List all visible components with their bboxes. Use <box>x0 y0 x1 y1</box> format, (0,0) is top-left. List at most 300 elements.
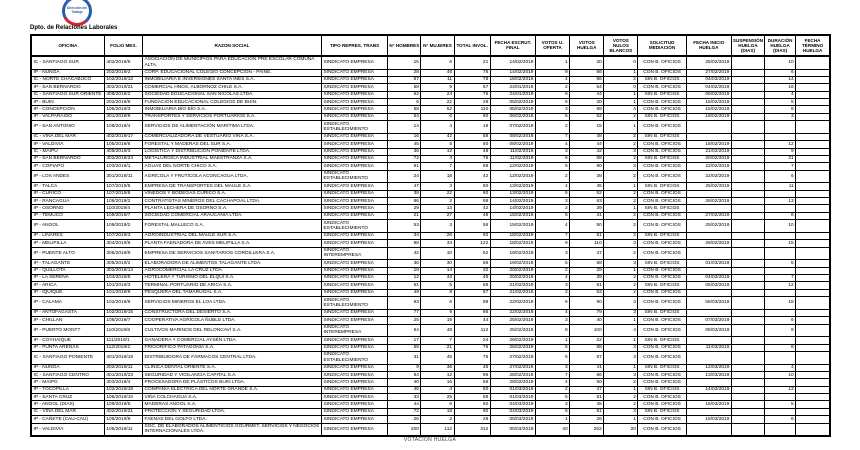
cell-ft <box>796 190 830 197</box>
cell-ft <box>796 247 830 260</box>
cell-uo: 5 <box>535 212 569 219</box>
cell-m: 8 <box>421 289 454 296</box>
cell-m: 3 <box>421 220 454 233</box>
cell-uo: 2 <box>535 170 569 183</box>
cell-fe: 26/02/2019 <box>490 337 535 344</box>
cell-uo: 6 <box>535 155 569 162</box>
cell-fo: 405/2019/3 <box>104 148 142 155</box>
cell-du <box>765 205 796 212</box>
cell-h: 24 <box>388 170 421 183</box>
cell-t: 68 <box>454 198 490 205</box>
cell-fe: 18/02/2019 <box>490 76 535 83</box>
cell-ft <box>796 76 830 83</box>
cell-fo: 109/2019/2 <box>104 220 142 233</box>
table-row <box>31 274 830 281</box>
cell-m: 27 <box>421 212 454 219</box>
cell-fi: 04/03/2019 <box>686 76 731 83</box>
cell-nb: 1 <box>604 317 638 324</box>
cell-fo: 402/2019/21 <box>104 408 142 415</box>
cell-of: IP - CALAMA <box>31 297 104 310</box>
cell-h: 44 <box>388 401 421 408</box>
cell-du: 10 <box>765 220 796 233</box>
cell-sm: CON B. OFICIOS <box>638 69 686 76</box>
cell-of: IP - ANGOL (DIAS) <box>31 401 104 408</box>
cell-tp: SINDICATO EMPRESA <box>321 232 387 239</box>
cell-fo: 408/2019/2 <box>104 91 142 98</box>
cell-fe: 05/03/2019 <box>490 423 535 436</box>
cell-ft <box>796 240 830 247</box>
cell-nb: 2 <box>604 113 638 120</box>
cell-m: 10 <box>421 247 454 260</box>
cell-tp: SINDICATO ESTABLECIMIENTO <box>321 220 387 233</box>
cell-du: 8 <box>765 344 796 351</box>
cell-of: IP - ARICA <box>31 282 104 289</box>
cell-vh: 39 <box>570 274 604 281</box>
cell-rs: EMPRESA DE TRANSPORTES DEL MAULE S.A. <box>143 183 322 190</box>
cell-of: IP - PUNTA ARENAS <box>31 344 104 351</box>
cell-fo: 402/2019/5 <box>104 56 142 69</box>
cell-nb: 3 <box>604 351 638 364</box>
cell-m: 26 <box>421 232 454 239</box>
cell-ft <box>796 351 830 364</box>
cell-of: IP - TOCOPILLA <box>31 386 104 393</box>
cell-fi <box>686 267 731 274</box>
cell-m: 7 <box>421 163 454 170</box>
cell-sh <box>731 260 764 267</box>
cell-h: 14 <box>388 121 421 134</box>
cell-vh: 44 <box>570 141 604 148</box>
cell-fi <box>686 379 731 386</box>
cell-uo: 5 <box>535 163 569 170</box>
cell-h: 6 <box>388 99 421 106</box>
cell-sm: CON B. OFICIOS <box>638 274 686 281</box>
cell-du: 13 <box>765 198 796 205</box>
cell-h: 200 <box>388 423 421 436</box>
cell-m: 13 <box>421 205 454 212</box>
cell-of: IP - PUENTE ALTO <box>31 247 104 260</box>
table-row <box>31 170 830 183</box>
cell-sm: CON B. OFICIOS <box>638 423 686 436</box>
cell-ft <box>796 282 830 289</box>
cell-fe: 18/02/2019 <box>490 240 535 247</box>
cell-t: 90 <box>454 408 490 415</box>
cell-du: 16 <box>765 84 796 91</box>
cell-ft <box>796 205 830 212</box>
logo-text <box>65 0 89 23</box>
cell-du <box>765 351 796 364</box>
cell-nb: 2 <box>604 394 638 401</box>
cell-fo: 108/2019/4 <box>104 121 142 134</box>
cell-fi: 21/02/2019 <box>686 148 731 155</box>
cell-m: 52 <box>421 106 454 113</box>
cell-fe: 13/02/2019 <box>490 183 535 190</box>
cell-fi: 12/03/2019 <box>686 364 731 371</box>
cell-fi: 18/02/2019 <box>686 113 731 120</box>
cell-rs: SERVICIOS MINEROS EL LOA LTDA. <box>143 297 322 310</box>
cell-uo: 40 <box>535 423 569 436</box>
cell-vh: 79 <box>570 309 604 316</box>
cell-fo: 105/2019/3 <box>104 106 142 113</box>
cell-nb: 2 <box>604 155 638 162</box>
cell-vh: 100 <box>570 324 604 337</box>
cell-nb: 1 <box>604 121 638 134</box>
cell-uo: 3 <box>535 282 569 289</box>
cell-tp: SINDICATO EMPRESA <box>321 141 387 148</box>
table-row <box>31 423 830 436</box>
cell-du: 5 <box>765 99 796 106</box>
cell-of: IP - LINARES <box>31 232 104 239</box>
cell-tp: SINDICATO EMPRESA <box>321 148 387 155</box>
cell-rs: CORP. EDUCACIONAL COLEGIO CONCEPCIÓN - PAINE. <box>143 69 322 76</box>
cell-ft <box>796 155 830 162</box>
cell-t: 312 <box>454 423 490 436</box>
cell-sh <box>731 163 764 170</box>
cell-h: 29 <box>388 205 421 212</box>
table-row <box>31 148 830 155</box>
table-row <box>31 190 830 197</box>
cell-du: 10 <box>765 56 796 69</box>
column-header-uo: VOTOS U. OFERTA <box>535 35 569 56</box>
logo-text-line2: Trabajo <box>71 10 83 14</box>
cell-t: 76 <box>454 155 490 162</box>
cell-t: 24 <box>454 337 490 344</box>
cell-fo: 106/2019/10 <box>104 394 142 401</box>
cell-fe: 14/02/2019 <box>490 69 535 76</box>
cell-fi <box>686 394 731 401</box>
cell-sm: CON B. OFICIOS <box>638 416 686 423</box>
direccion-del-trabajo-logo <box>62 0 92 26</box>
cell-uo: 5 <box>535 344 569 351</box>
cell-of: IC - NORTE CHACABUCO <box>31 76 104 83</box>
cell-tp: SINDICATO EMPRESA <box>321 212 387 219</box>
cell-uo: 2 <box>535 386 569 393</box>
cell-ft <box>796 274 830 281</box>
cell-tp: SINDICATO EMPRESA <box>321 69 387 76</box>
cell-of: IC - VIÑA DEL MAR <box>31 408 104 415</box>
cell-fe: 27/02/2019 <box>490 351 535 364</box>
table-row <box>31 297 830 310</box>
cell-sm: CON B. OFICIOS <box>638 212 686 219</box>
cell-sm: CON B. OFICIOS <box>638 394 686 401</box>
cell-sh <box>731 141 764 148</box>
table-header <box>31 35 830 56</box>
cell-uo: 3 <box>535 198 569 205</box>
cell-h: 72 <box>388 408 421 415</box>
cell-h: 61 <box>388 282 421 289</box>
cell-ft <box>796 386 830 393</box>
cell-tp: SINDICATO INTEREMPRESA <box>321 247 387 260</box>
cell-tp: SINDICATO EMPRESA <box>321 163 387 170</box>
cell-fo: 107/2019/5 <box>104 183 142 190</box>
column-header-rs: RAZON SOCIAL <box>143 35 322 56</box>
cell-sm: CON B. OFICIOS <box>638 148 686 155</box>
cell-du: 10 <box>765 372 796 379</box>
table-row <box>31 386 830 393</box>
cell-t: 96 <box>454 372 490 379</box>
cell-du <box>765 408 796 415</box>
cell-fi: 06/03/2019 <box>686 297 731 310</box>
cell-nb: 1 <box>604 364 638 371</box>
cell-h: 34 <box>388 232 421 239</box>
cell-vh: 52 <box>570 190 604 197</box>
cell-uo: 3 <box>535 148 569 155</box>
cell-fo: 301/2019/11 <box>104 170 142 183</box>
cell-h: 17 <box>388 337 421 344</box>
cell-rs: CONTRATISTAS MINEROS DEL CACHAPOAL LTDA. <box>143 198 322 205</box>
cell-rs: FUNDACIÓN EDUCACIONAL COLEGIOS DE BUIN. <box>143 99 322 106</box>
cell-uo: 4 <box>535 141 569 148</box>
cell-sh <box>731 99 764 106</box>
cell-tp: SINDICATO EMPRESA <box>321 183 387 190</box>
cell-fo: 108/2019/7 <box>104 317 142 324</box>
cell-tp: SINDICATO EMPRESA <box>321 267 387 274</box>
cell-sh <box>731 309 764 316</box>
cell-du <box>765 289 796 296</box>
cell-vh: 50 <box>570 379 604 386</box>
cell-nb: 2 <box>604 247 638 260</box>
cell-fo: 202/2019/11 <box>104 364 142 371</box>
cell-t: 67 <box>454 84 490 91</box>
cell-m: 4 <box>421 386 454 393</box>
cell-sm: SIN B. OFICIOS <box>638 282 686 289</box>
cell-ft <box>796 372 830 379</box>
cell-of: IP - ANGOL <box>31 220 104 233</box>
cell-m: 12 <box>421 372 454 379</box>
column-header-vh: VOTOS HUELGA <box>570 35 604 56</box>
cell-m: 12 <box>421 148 454 155</box>
cell-du: 9 <box>765 148 796 155</box>
cell-of: IP - BUIN <box>31 99 104 106</box>
cell-fo: 303/2019/4 <box>104 379 142 386</box>
logo-text-line1: Dirección del <box>66 6 88 11</box>
cell-ft <box>796 379 830 386</box>
cell-rs: INMOBILIARIA E INVERSIONES SANTA INES S.A. <box>143 76 322 83</box>
cell-fe: 14/02/2019 <box>490 198 535 205</box>
column-header-fi: FECHA INICIO HUELGA <box>686 35 731 56</box>
cell-nb: 1 <box>604 91 638 98</box>
table-row <box>31 247 830 260</box>
cell-fi <box>686 247 731 260</box>
cell-sh <box>731 220 764 233</box>
cell-tp: SINDICATO EMPRESA <box>321 423 387 436</box>
cell-sh <box>731 282 764 289</box>
cell-tp: SINDICATO EMPRESA <box>321 416 387 423</box>
cell-rs: SOCIEDAD EDUCACIONAL SAN NICOLÁS LTDA. <box>143 91 322 98</box>
cell-fo: 302/2019/24 <box>104 155 142 162</box>
cell-t: 56 <box>454 220 490 233</box>
cell-fi: 27/02/2019 <box>686 212 731 219</box>
cell-m: 22 <box>421 190 454 197</box>
cell-rs: FORESTAL Y MADERAS DEL SUR S.A. <box>143 141 322 148</box>
cell-h: 42 <box>388 247 421 260</box>
cell-sm: CON B. OFICIOS <box>638 379 686 386</box>
cell-du: 13 <box>765 386 796 393</box>
cell-fe: 04/03/2019 <box>490 401 535 408</box>
cell-t: 56 <box>454 379 490 386</box>
cell-tp: SINDICATO EMPRESA <box>321 113 387 120</box>
cell-m: 30 <box>421 260 454 267</box>
cell-rs: ASOCIACIÓN DE MUNICIPIOS PARA EDUCACIÓN PRE ESCOLAR COMUNA ALTA. <box>143 56 322 69</box>
table-row <box>31 205 830 212</box>
cell-sm: SIN B. OFICIOS <box>638 232 686 239</box>
cell-fe: 08/02/2019 <box>490 133 535 140</box>
cell-t: 50 <box>454 401 490 408</box>
cell-of: IP - VALDIVIA <box>31 141 104 148</box>
cell-fi <box>686 205 731 212</box>
cell-tp: SINDICATO EMPRESA <box>321 394 387 401</box>
cell-uo: 2 <box>535 267 569 274</box>
cell-ft <box>796 260 830 267</box>
cell-m: 9 <box>421 84 454 91</box>
cell-fi: 27/02/2019 <box>686 69 731 76</box>
cell-m: 36 <box>421 364 454 371</box>
cell-fi <box>686 289 731 296</box>
cell-tp: SINDICATO EMPRESA <box>321 240 387 247</box>
cell-of: IP - MELIPILLA <box>31 240 104 247</box>
table-row <box>31 408 830 415</box>
cell-of: IC - MAIPU <box>31 148 104 155</box>
cell-tp: SINDICATO EMPRESA <box>321 386 387 393</box>
cell-fe: 06/02/2019 <box>490 113 535 120</box>
cell-ft <box>796 364 830 371</box>
cell-t: 110 <box>454 106 490 113</box>
column-header-sm: SOLICITUD MEDIACIÓN <box>638 35 686 56</box>
cell-sh <box>731 324 764 337</box>
cell-t: 86 <box>454 309 490 316</box>
cell-ft <box>796 232 830 239</box>
table-row <box>31 401 830 408</box>
cell-h: 16 <box>388 133 421 140</box>
cell-ft <box>796 401 830 408</box>
cell-t: 42 <box>454 170 490 183</box>
cell-sm: SIN B. OFICIOS <box>638 260 686 267</box>
cell-du <box>765 267 796 274</box>
cell-uo: 7 <box>535 372 569 379</box>
cell-du: 4 <box>765 364 796 371</box>
cell-fi <box>686 190 731 197</box>
column-header-of: OFICINA <box>31 35 104 56</box>
cell-ft <box>796 99 830 106</box>
column-header-t: TOTAL INVOL. <box>454 35 490 56</box>
cell-sm: SIN B. OFICIOS <box>638 76 686 83</box>
cell-rs: INMOBILIARIA BÍO BÍO S.A. <box>143 106 322 113</box>
cell-sh <box>731 274 764 281</box>
cell-nb: 2 <box>604 133 638 140</box>
cell-vh: 15 <box>570 121 604 134</box>
cell-fo: 202/2019/2 <box>104 69 142 76</box>
table-row <box>31 344 830 351</box>
cell-nb: 2 <box>604 170 638 183</box>
cell-rs: PLANTA FAENADORA DE AVES MELIPILLA S.A. <box>143 240 322 247</box>
cell-vh: 41 <box>570 212 604 219</box>
cell-fi <box>686 121 731 134</box>
cell-of: IP - ÑUÑOA <box>31 69 104 76</box>
cell-vh: 50 <box>570 220 604 233</box>
cell-nb: 1 <box>604 69 638 76</box>
cell-sm: CON B. OFICIOS <box>638 317 686 324</box>
cell-vh: 39 <box>570 205 604 212</box>
cell-m: 21 <box>421 344 454 351</box>
cell-du: 11 <box>765 183 796 190</box>
cell-vh: 47 <box>570 247 604 260</box>
cell-fo: 105/2019/9 <box>104 416 142 423</box>
cell-sm: CON B. OFICIOS <box>638 344 686 351</box>
cell-nb: 1 <box>604 337 638 344</box>
cell-m: 48 <box>421 324 454 337</box>
page-footer: VOTACIÓN HUELGA <box>403 437 457 443</box>
cell-nb: 20 <box>604 423 638 436</box>
cell-fi <box>686 351 731 364</box>
cell-rs: FORESTAL MALLECO S.A. <box>143 220 322 233</box>
cell-tp: SINDICATO EMPRESA <box>321 76 387 83</box>
cell-fe: 22/02/2019 <box>490 297 535 310</box>
cell-uo: 2 <box>535 289 569 296</box>
cell-uo: 4 <box>535 274 569 281</box>
cell-rs: TERMINAL PORTUARIO DE ARICA S.A. <box>143 282 322 289</box>
cell-fo: 105/2019/6 <box>104 141 142 148</box>
cell-t: 45 <box>454 364 490 371</box>
cell-m: 19 <box>421 317 454 324</box>
table-row <box>31 372 830 379</box>
cell-uo: 5 <box>535 394 569 401</box>
cell-ft <box>796 317 830 324</box>
cell-fi: 28/02/2019 <box>686 240 731 247</box>
cell-tp: SINDICATO ESTABLECIMIENTO <box>321 297 387 310</box>
cell-du <box>765 394 796 401</box>
cell-nb: 1 <box>604 205 638 212</box>
table-row <box>31 351 830 364</box>
cell-uo: 5 <box>535 260 569 267</box>
cell-rs: PLANTA LECHERA DE OSORNO S.A. <box>143 205 322 212</box>
cell-h: 84 <box>388 372 421 379</box>
column-header-m: N° MUJERES <box>421 35 454 56</box>
cell-rs: SOCIEDAD COMERCIAL ARAUCANÍA LTDA. <box>143 212 322 219</box>
cell-uo: 4 <box>535 183 569 190</box>
cell-uo: 1 <box>535 416 569 423</box>
cell-fi: 15/03/2019 <box>686 401 731 408</box>
cell-tp: SINDICATO INTEREMPRESA <box>321 324 387 337</box>
cell-uo: 9 <box>535 240 569 247</box>
table-row <box>31 379 830 386</box>
cell-sh <box>731 121 764 134</box>
cell-fe: 05/02/2019 <box>490 106 535 113</box>
cell-fo: 101/2019/3 <box>104 282 142 289</box>
cell-m: 34 <box>421 240 454 247</box>
table-row <box>31 121 830 134</box>
cell-tp: SINDICATO EMPRESA <box>321 364 387 371</box>
column-header-du: DURACIÓN HUELGA (DIAS) <box>765 35 796 56</box>
cell-fe: 04/03/2019 <box>490 408 535 415</box>
cell-of: IP - ÑUÑOA <box>31 364 104 371</box>
cell-rs: DISTRIBUIDORA DE FÁRMACOS CENTRAL LTDA. <box>143 351 322 364</box>
cell-m: 5 <box>421 282 454 289</box>
cell-du <box>765 247 796 260</box>
cell-m: 3 <box>421 183 454 190</box>
cell-sm: CON B. OFICIOS <box>638 351 686 364</box>
cell-fe: 20/02/2019 <box>490 267 535 274</box>
cell-vh: 41 <box>570 364 604 371</box>
cell-h: 33 <box>388 394 421 401</box>
cell-ft <box>796 220 830 233</box>
cell-of: IP - LOS ANDES <box>31 170 104 183</box>
cell-t: 58 <box>454 133 490 140</box>
cell-of: IP - COPIAPO <box>31 163 104 170</box>
cell-du <box>765 190 796 197</box>
cell-h: 18 <box>388 267 421 274</box>
cell-fe: 24/01/2019 <box>490 91 535 98</box>
cell-fe: 20/02/2019 <box>490 274 535 281</box>
cell-t: 58 <box>454 394 490 401</box>
